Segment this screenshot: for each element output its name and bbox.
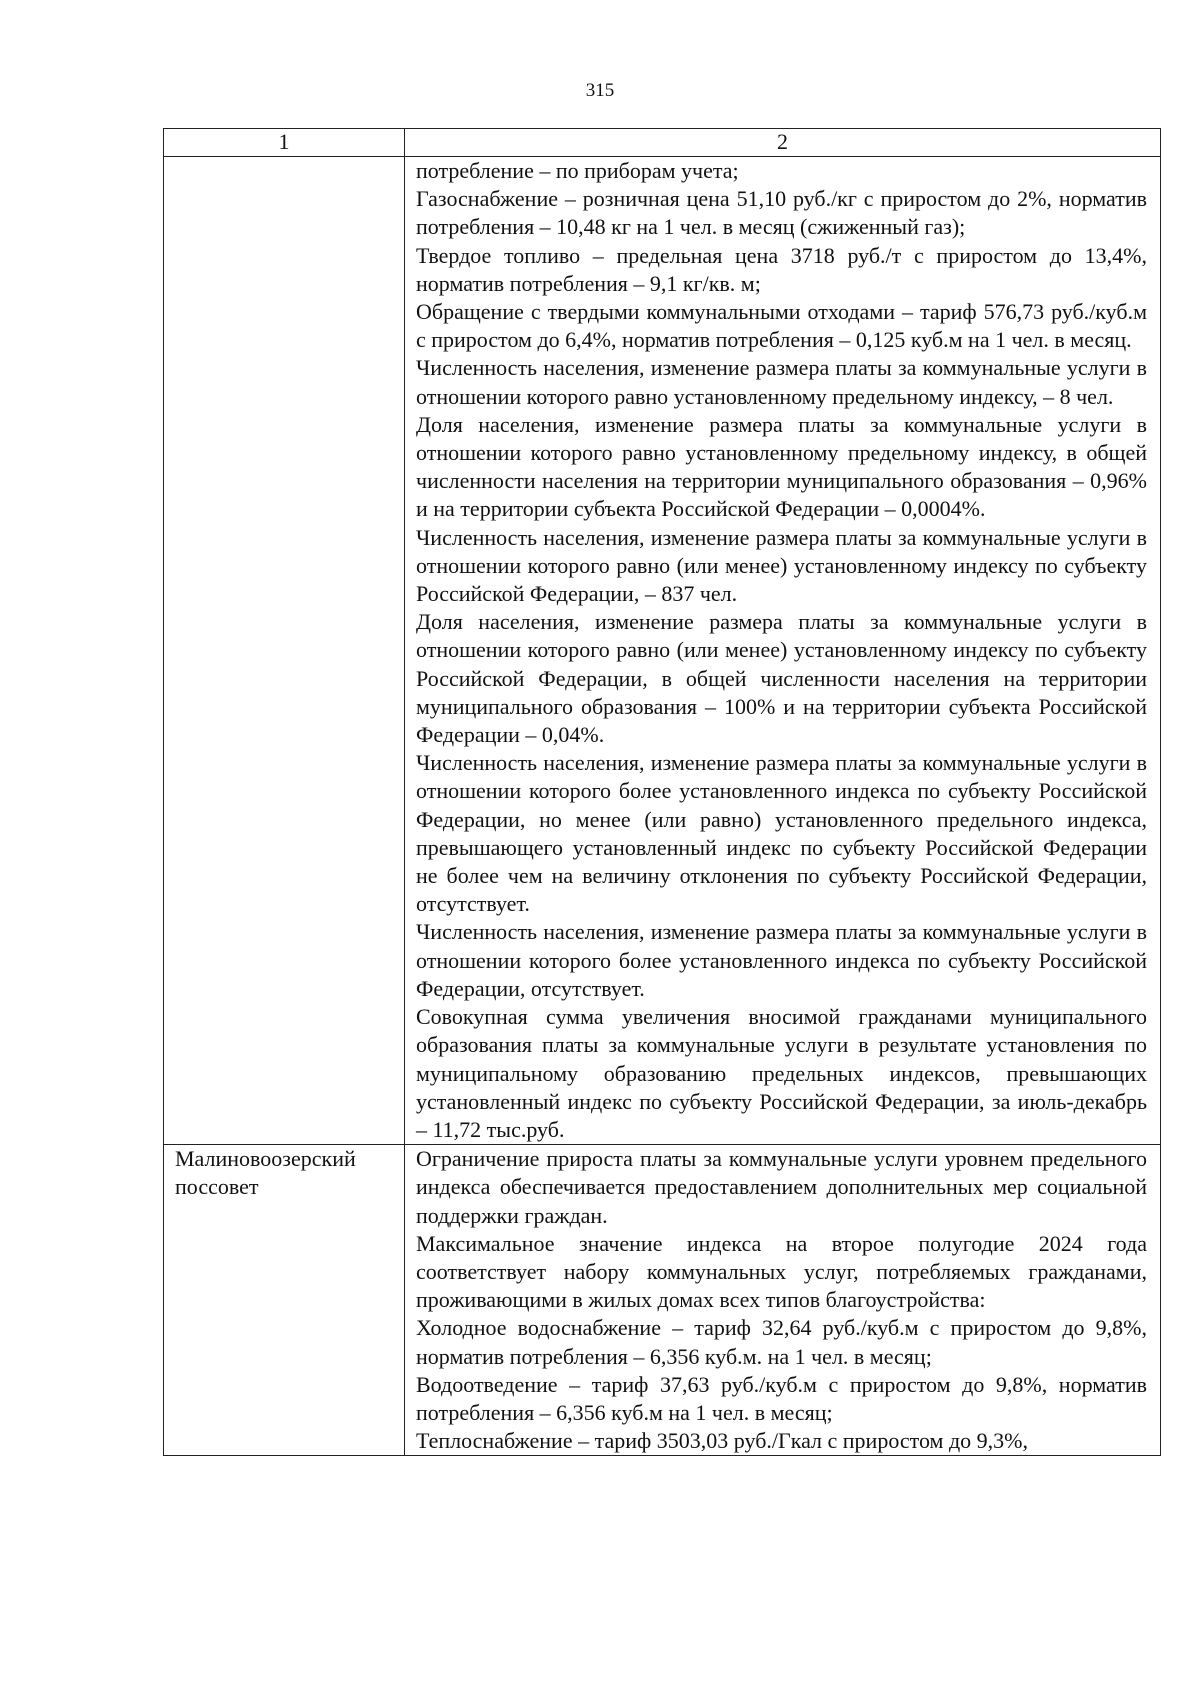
paragraph: Доля населения, изменение размера платы за коммунальные услуги в отношении которого равно установленному предельному индексу, в общей численности населения на территории муниципального образования – 0,96% и на территории субъекта Российской Федерации – 0,0004%. (416, 411, 1147, 522)
paragraph: Численность населения, изменение размера платы за коммунальные услуги в отношении которого более установленного индекса по субъекту Российской Федерации, отсутствует. (416, 919, 1147, 1001)
paragraph: Совокупная сумма увеличения вносимой гражданами муниципального образования платы за коммунальные услуги в результате установления по муниципальному образованию предельных индексов, превышающих установленный индекс по субъекту Российской Федерации, за июль-декабрь – 11,72 тыс.руб. (416, 1004, 1147, 1142)
table-header-row (164, 129, 1161, 157)
table-row (164, 157, 1161, 1145)
municipality-name-cell: Малиновоозерский поссовет (164, 1145, 405, 1456)
paragraph: потребление – по приборам учета; (416, 158, 739, 183)
paragraph: Водоотведение – тариф 37,63 руб./куб.м с приростом до 9,8%, норматив потребления – 6,356 куб.м на 1 чел. в месяц; (416, 1371, 1147, 1425)
municipality-name-cell (164, 157, 405, 1145)
paragraph: Теплоснабжение – тариф 3503,03 руб./Гкал с приростом до 9,3%, (416, 1428, 1028, 1454)
paragraph: Численность населения, изменение размера платы за коммунальные услуги в отношении которого равно (или менее) установленному индексу по субъекту Российской Федерации, – 837 чел. (416, 524, 1147, 607)
description-cell (405, 157, 1161, 1145)
paragraph: Газоснабжение – розничная цена 51,10 руб./кг с приростом до 2%, норматив потребления – 10,48 кг на 1 чел. в месяц (сжиженный газ); (416, 186, 1147, 240)
paragraph: Обращение с твердыми коммунальными отходами – тариф 576,73 руб./куб.м с приростом до 6,4%, норматив потребления – 0,125 куб.м на 1 чел. в месяц. (416, 299, 1147, 353)
page-number: 315 (585, 80, 615, 101)
description-cell (405, 1145, 1161, 1456)
column-header-2: 2 (405, 129, 1161, 157)
paragraph: Доля населения, изменение размера платы за коммунальные услуги в отношении которого равно (или менее) установленному индексу по субъекту Российской Федерации, в общей численности населения на территории муниципального образования – 100% и на территории субъекта Российской Федерации – 0,04%. (416, 609, 1147, 748)
paragraph: Твердое топливо – предельная цена 3718 руб./т с приростом до 13,4%, норматив потребления – 9,1 кг/кв. м; (416, 242, 1147, 296)
column-header-1: 1 (164, 129, 405, 157)
paragraph: Холодное водоснабжение – тариф 32,64 руб./куб.м с приростом до 9,8%, норматив потребления – 6,356 куб.м. на 1 чел. в месяц; (416, 1315, 1147, 1369)
data-table (163, 128, 1161, 1456)
paragraph: Численность населения, изменение размера платы за коммунальные услуги в отношении которого равно установленному предельному индексу, – 8 чел. (416, 355, 1147, 409)
paragraph: Численность населения, изменение размера платы за коммунальные услуги в отношении которого более установленного индекса по субъекту Российской Федерации, но менее (или равно) установленного предельного индекса, превышающего установленный индекс по субъекту Российской Федерации не более чем на величину отклонения по субъекту Российской Федерации, отсутствует. (416, 750, 1147, 917)
paragraph: Максимальное значение индекса на второе полугодие 2024 года соответствует набору коммунальных услуг, потребляемых гражданами, проживающими в жилых домах всех типов благоустройства: (416, 1230, 1147, 1313)
paragraph: Ограничение прироста платы за коммунальные услуги уровнем предельного индекса обеспечивается предоставлением дополнительных мер социальной поддержки граждан. (416, 1146, 1147, 1228)
table-row (164, 1145, 1161, 1456)
